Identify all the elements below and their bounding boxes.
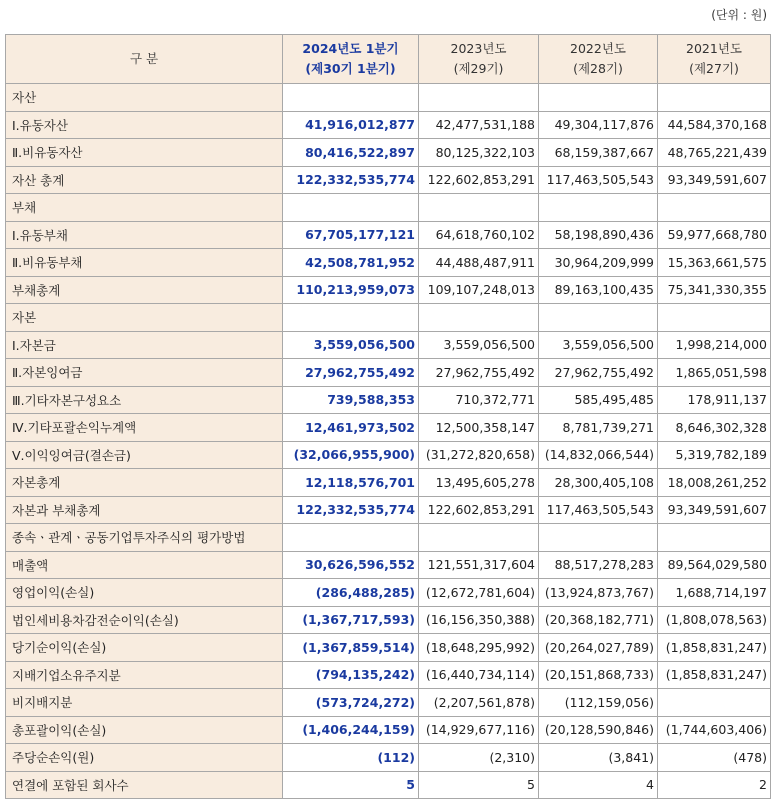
row-label: 자산 총계 [6, 166, 283, 194]
row-value-period-3: 89,564,029,580 [658, 551, 771, 579]
row-value-period-3: (1,858,831,247) [658, 634, 771, 662]
row-value-period-2: 27,962,755,492 [539, 359, 658, 387]
row-value-period-3: 93,349,591,607 [658, 496, 771, 524]
row-label: 매출액 [6, 551, 283, 579]
row-value-period-2: (20,128,590,846) [539, 716, 658, 744]
row-value-period-2: 49,304,117,876 [539, 111, 658, 139]
row-value-period-0 [283, 84, 419, 112]
row-value-period-1: (2,310) [419, 744, 539, 772]
row-value-period-2: 30,964,209,999 [539, 249, 658, 277]
table-row [6, 469, 771, 497]
row-value-period-3: (1,808,078,563) [658, 606, 771, 634]
row-value-period-0: (32,066,955,900) [283, 441, 419, 469]
row-value-period-1: 122,602,853,291 [419, 166, 539, 194]
header-period-line1: 2024년도 1분기 [302, 41, 399, 56]
row-value-period-2 [539, 194, 658, 222]
row-value-period-2: 585,495,485 [539, 386, 658, 414]
row-value-period-3: 5,319,782,189 [658, 441, 771, 469]
row-label: 자본총계 [6, 469, 283, 497]
row-value-period-0: (1,406,244,159) [283, 716, 419, 744]
row-value-period-1: (18,648,295,992) [419, 634, 539, 662]
row-value-period-2: 8,781,739,271 [539, 414, 658, 442]
row-value-period-1: 80,125,322,103 [419, 139, 539, 167]
row-value-period-0: 67,705,177,121 [283, 221, 419, 249]
row-value-period-2: (20,264,027,789) [539, 634, 658, 662]
row-value-period-3: (478) [658, 744, 771, 772]
table-row [6, 716, 771, 744]
row-label: Ⅰ.유동부채 [6, 221, 283, 249]
row-value-period-2 [539, 304, 658, 332]
table-row [6, 166, 771, 194]
row-value-period-3: 93,349,591,607 [658, 166, 771, 194]
row-value-period-0: (112) [283, 744, 419, 772]
row-value-period-1: 122,602,853,291 [419, 496, 539, 524]
row-value-period-0 [283, 524, 419, 552]
row-value-period-0: 30,626,596,552 [283, 551, 419, 579]
table-row [6, 441, 771, 469]
row-label: 비지배지분 [6, 689, 283, 717]
row-value-period-2 [539, 84, 658, 112]
row-label: 법인세비용차감전순이익(손실) [6, 606, 283, 634]
row-label: Ⅱ.비유동자산 [6, 139, 283, 167]
row-value-period-3: 18,008,261,252 [658, 469, 771, 497]
row-value-period-3: 48,765,221,439 [658, 139, 771, 167]
row-label: Ⅳ.기타포괄손익누계액 [6, 414, 283, 442]
table-row [6, 331, 771, 359]
row-value-period-3: 44,584,370,168 [658, 111, 771, 139]
table-row [6, 386, 771, 414]
row-value-period-3: 15,363,661,575 [658, 249, 771, 277]
row-value-period-0: 110,213,959,073 [283, 276, 419, 304]
table-row [6, 194, 771, 222]
row-value-period-0: 12,461,973,502 [283, 414, 419, 442]
row-value-period-1: 13,495,605,278 [419, 469, 539, 497]
row-value-period-2: 4 [539, 771, 658, 799]
row-value-period-1: 44,488,487,911 [419, 249, 539, 277]
row-label: 자산 [6, 84, 283, 112]
row-label: 연결에 포함된 회사수 [6, 771, 283, 799]
row-value-period-0: (573,724,272) [283, 689, 419, 717]
row-value-period-0: 122,332,535,774 [283, 166, 419, 194]
row-label: Ⅱ.비유동부채 [6, 249, 283, 277]
row-value-period-1 [419, 84, 539, 112]
row-value-period-0: (1,367,717,593) [283, 606, 419, 634]
row-label: 부채총계 [6, 276, 283, 304]
header-period-line1: 2021년도 [686, 41, 742, 56]
row-value-period-3: 2 [658, 771, 771, 799]
row-value-period-2: (14,832,066,544) [539, 441, 658, 469]
row-value-period-0: 739,588,353 [283, 386, 419, 414]
table-row [6, 111, 771, 139]
row-value-period-1: (16,440,734,114) [419, 661, 539, 689]
table-row [6, 661, 771, 689]
table-row [6, 496, 771, 524]
row-value-period-3: 1,688,714,197 [658, 579, 771, 607]
row-value-period-0: 5 [283, 771, 419, 799]
row-label: 부채 [6, 194, 283, 222]
row-value-period-3 [658, 524, 771, 552]
row-value-period-3: 75,341,330,355 [658, 276, 771, 304]
row-value-period-1: 27,962,755,492 [419, 359, 539, 387]
table-row [6, 139, 771, 167]
row-value-period-1: 5 [419, 771, 539, 799]
row-value-period-1 [419, 524, 539, 552]
header-period-2021 [658, 35, 771, 84]
row-value-period-2: (13,924,873,767) [539, 579, 658, 607]
row-value-period-1: 121,551,317,604 [419, 551, 539, 579]
row-value-period-2: (3,841) [539, 744, 658, 772]
row-label: 영업이익(손실) [6, 579, 283, 607]
table-row [6, 771, 771, 799]
row-value-period-1 [419, 194, 539, 222]
table-row [6, 304, 771, 332]
row-value-period-1: (2,207,561,878) [419, 689, 539, 717]
table-row [6, 551, 771, 579]
header-category: 구 분 [6, 35, 283, 84]
row-value-period-2: (20,151,868,733) [539, 661, 658, 689]
row-value-period-0: 12,118,576,701 [283, 469, 419, 497]
row-value-period-0: 27,962,755,492 [283, 359, 419, 387]
table-row [6, 579, 771, 607]
table-row [6, 689, 771, 717]
row-value-period-2: 88,517,278,283 [539, 551, 658, 579]
row-value-period-3 [658, 689, 771, 717]
row-label: 자본과 부채총계 [6, 496, 283, 524]
row-value-period-1: 42,477,531,188 [419, 111, 539, 139]
table-row [6, 249, 771, 277]
row-value-period-1 [419, 304, 539, 332]
table-row [6, 221, 771, 249]
row-value-period-1: 64,618,760,102 [419, 221, 539, 249]
row-label: Ⅲ.기타자본구성요소 [6, 386, 283, 414]
row-value-period-0: 3,559,056,500 [283, 331, 419, 359]
row-value-period-3 [658, 304, 771, 332]
row-label: Ⅰ.유동자산 [6, 111, 283, 139]
row-value-period-3: 8,646,302,328 [658, 414, 771, 442]
table-row [6, 634, 771, 662]
row-value-period-0: (794,135,242) [283, 661, 419, 689]
table-header-row [6, 35, 771, 84]
table-row [6, 276, 771, 304]
header-period-line1: 2022년도 [570, 41, 626, 56]
row-value-period-3: (1,858,831,247) [658, 661, 771, 689]
row-value-period-1: (16,156,350,388) [419, 606, 539, 634]
row-value-period-2: 3,559,056,500 [539, 331, 658, 359]
row-value-period-3: (1,744,603,406) [658, 716, 771, 744]
row-value-period-3: 178,911,137 [658, 386, 771, 414]
row-value-period-1: (31,272,820,658) [419, 441, 539, 469]
table-row [6, 744, 771, 772]
row-label: Ⅰ.자본금 [6, 331, 283, 359]
row-value-period-0 [283, 304, 419, 332]
row-value-period-2: (112,159,056) [539, 689, 658, 717]
row-value-period-3: 59,977,668,780 [658, 221, 771, 249]
row-value-period-2: 58,198,890,436 [539, 221, 658, 249]
row-label: 자본 [6, 304, 283, 332]
header-period-2022 [539, 35, 658, 84]
row-value-period-0: 80,416,522,897 [283, 139, 419, 167]
row-value-period-3: 1,865,051,598 [658, 359, 771, 387]
header-period-line2: (제30기 1분기) [305, 61, 396, 76]
row-value-period-2: 117,463,505,543 [539, 496, 658, 524]
row-value-period-1: 3,559,056,500 [419, 331, 539, 359]
row-value-period-3 [658, 194, 771, 222]
row-value-period-1: 109,107,248,013 [419, 276, 539, 304]
financial-summary-table [5, 34, 771, 799]
row-value-period-0: 42,508,781,952 [283, 249, 419, 277]
row-value-period-1: 710,372,771 [419, 386, 539, 414]
header-period-line2: (제27기) [689, 61, 739, 76]
header-period-line1: 2023년도 [450, 41, 507, 56]
row-value-period-0 [283, 194, 419, 222]
row-label: Ⅴ.이익잉여금(결손금) [6, 441, 283, 469]
row-value-period-1: (12,672,781,604) [419, 579, 539, 607]
row-value-period-3 [658, 84, 771, 112]
row-label: 주당순손익(원) [6, 744, 283, 772]
row-value-period-0: 122,332,535,774 [283, 496, 419, 524]
row-label: 당기순이익(손실) [6, 634, 283, 662]
row-value-period-0: 41,916,012,877 [283, 111, 419, 139]
row-value-period-3: 1,998,214,000 [658, 331, 771, 359]
row-value-period-1: 12,500,358,147 [419, 414, 539, 442]
header-period-2023 [419, 35, 539, 84]
row-value-period-0: (286,488,285) [283, 579, 419, 607]
row-value-period-0: (1,367,859,514) [283, 634, 419, 662]
row-value-period-2: 117,463,505,543 [539, 166, 658, 194]
table-row [6, 524, 771, 552]
table-row [6, 359, 771, 387]
row-label: 지배기업소유주지분 [6, 661, 283, 689]
header-period-line2: (제28기) [573, 61, 623, 76]
row-value-period-2: 28,300,405,108 [539, 469, 658, 497]
table-row [6, 414, 771, 442]
row-value-period-2: 89,163,100,435 [539, 276, 658, 304]
row-label: 종속ㆍ관계ㆍ공동기업투자주식의 평가방법 [6, 524, 283, 552]
row-value-period-2 [539, 524, 658, 552]
row-value-period-1: (14,929,677,116) [419, 716, 539, 744]
header-period-line2: (제29기) [453, 61, 504, 76]
row-label: 총포괄이익(손실) [6, 716, 283, 744]
row-value-period-2: (20,368,182,771) [539, 606, 658, 634]
row-value-period-2: 68,159,387,667 [539, 139, 658, 167]
header-period-current [283, 35, 419, 84]
table-row [6, 606, 771, 634]
unit-label: (단위 : 원) [711, 8, 767, 22]
row-label: Ⅱ.자본잉여금 [6, 359, 283, 387]
table-row [6, 84, 771, 112]
